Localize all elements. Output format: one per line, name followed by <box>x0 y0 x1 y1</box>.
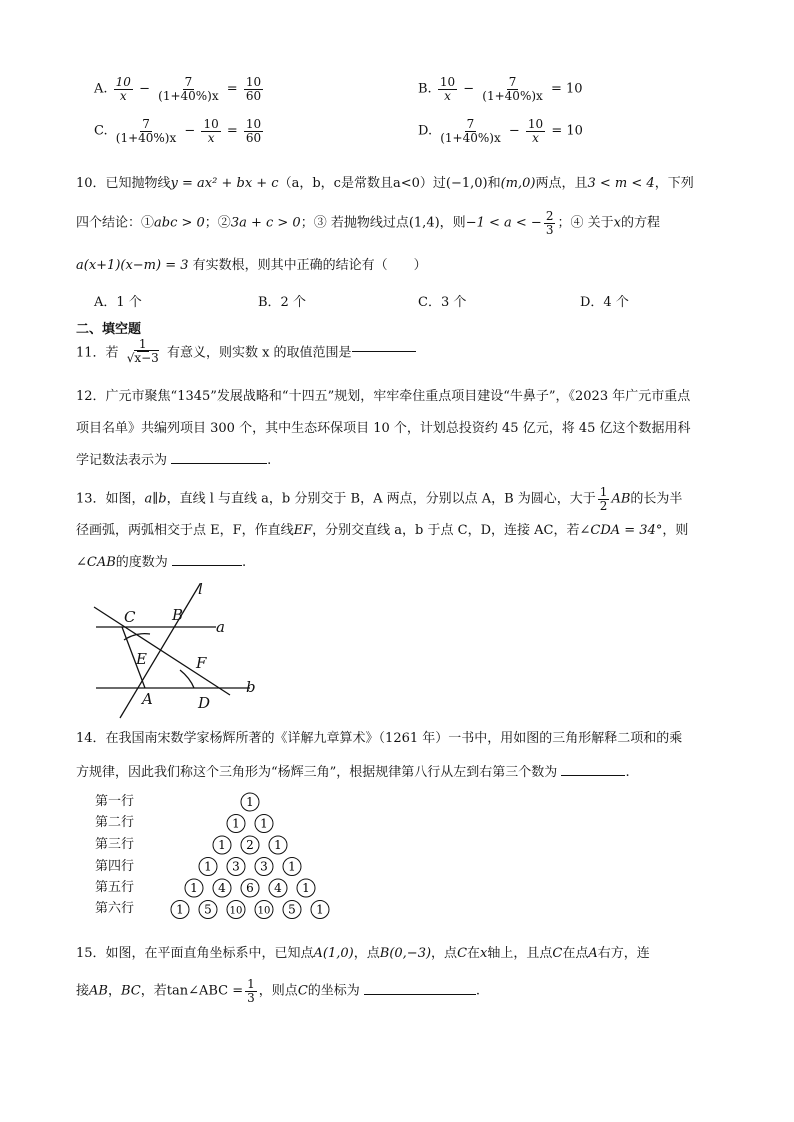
triangle-number: 3 <box>260 859 268 874</box>
triangle-cell <box>227 815 245 833</box>
label-b-line: b <box>246 678 256 696</box>
label-a: a <box>216 618 225 636</box>
fraction: $\frac{10}{x}$ <box>203 117 219 145</box>
q9-option-c: C. $\frac{7}{(1+40\%)x}$ − $\frac{10}{x}$ = $\frac{10}{60}$ <box>94 117 262 145</box>
triangle-cell <box>269 836 287 854</box>
q13-figure <box>90 578 270 723</box>
row-label-2: 第二行 <box>95 815 135 830</box>
triangle-number: 5 <box>288 902 296 917</box>
q15-line1: 15．如图，在平面直角坐标系中，已知点A(1,0)，点B(0,−3)，点C在x轴上，且点C在点A右方，连 <box>76 946 650 961</box>
answer-blank[interactable] <box>171 463 267 464</box>
triangle-cell <box>241 879 259 897</box>
triangle-number: 10 <box>229 905 243 917</box>
label-b: B <box>172 606 184 624</box>
triangle-cell <box>283 858 301 876</box>
fraction: $\frac{7}{(1+40\%)x}$ <box>482 75 543 103</box>
label-e: E <box>136 650 147 668</box>
line-l <box>120 584 200 718</box>
fraction: $\frac{1}{3}$ <box>247 977 255 1005</box>
triangle-number: 1 <box>246 795 254 809</box>
fraction: $\frac{10}{x}$ <box>439 75 456 103</box>
triangle-cell <box>255 901 273 919</box>
triangle-cell <box>199 858 217 876</box>
triangle-cell <box>255 815 273 833</box>
triangle-number: 1 <box>288 859 296 874</box>
triangle-number: 1 <box>302 881 310 895</box>
triangle-cell <box>311 901 329 919</box>
answer-blank[interactable] <box>561 775 625 776</box>
arc-e <box>124 634 150 640</box>
q11: 11．若 $\frac{1}{√x-3}$ 有意义，则实数 x 的取值范围是 <box>76 338 416 364</box>
q9-option-d: D. $\frac{7}{(1+40\%)x}$ − $\frac{10}{x}$ = 10 <box>418 117 583 145</box>
q10-line3: a(x+1)(x−m) = 3 有实数根，则其中正确的结论有（ ） <box>76 258 427 273</box>
fraction: $\frac{7}{(1+40\%)x}$ <box>158 75 219 103</box>
q12-line3: 学记数法表示为 . <box>76 453 272 468</box>
triangle-number: 4 <box>274 881 282 895</box>
triangle-number: 3 <box>232 859 240 874</box>
answer-blank[interactable] <box>172 565 242 566</box>
triangle-number: 1 <box>232 816 240 831</box>
fraction: $\frac{7}{(1+40\%)x}$ <box>115 117 177 145</box>
triangle-cell <box>213 836 231 854</box>
q10-option-c: C．3 个 <box>418 295 467 310</box>
fraction: $\frac{1}{2}$ <box>599 485 608 513</box>
row-label-5: 第五行 <box>95 880 135 895</box>
q10-line1: 10．已知抛物线y = ax² + bx + c（a，b，c是常数且a<0）过(−1,0)和(m,0)两点，且3 < m < 4，下列 <box>76 176 694 191</box>
fraction: $\frac{10}{x}$ <box>115 75 131 103</box>
fraction: $\frac{10}{x}$ <box>527 117 544 145</box>
q12-line1: 12．广元市聚焦“1345”发展战略和“十四五”规划，牢牢牵住重点项目建设“牛鼻子”，《2023 年广元市重点 <box>76 389 691 404</box>
triangle-cell <box>283 901 301 919</box>
row-label-3: 第三行 <box>95 837 135 852</box>
label-c: C <box>124 608 136 626</box>
triangle-number: 1 <box>260 816 268 831</box>
label-d: D <box>198 694 211 712</box>
triangle-cell <box>241 836 259 854</box>
fraction: $\frac{1}{√x-3}$ <box>126 337 159 365</box>
fraction: $\frac{10}{60}$ <box>245 75 262 103</box>
arc-f <box>180 670 194 688</box>
line-ef <box>94 607 230 695</box>
q13-line1: 13．如图，a∥b，直线 l 与直线 a，b 分别交于 B，A 两点，分别以点 A，B 为圆心，大于 $\frac{1}{2}$ AB的长为半 <box>76 485 683 513</box>
triangle-cell <box>185 879 203 897</box>
fraction: $\frac{2}{3}$ <box>545 209 554 237</box>
triangle-number: 1 <box>218 838 226 852</box>
triangle-number: 2 <box>246 838 254 852</box>
triangle-cell <box>171 901 189 919</box>
q9-option-b: B. $\frac{10}{x}$ − $\frac{7}{(1+40\%)x}$ = 10 <box>418 75 583 103</box>
triangle-number: 10 <box>257 905 271 917</box>
triangle-cell <box>241 793 259 811</box>
q14-line2: 方规律，因此我们称这个三角形为“杨辉三角”，根据规律第八行从左到右第三个数为 . <box>76 765 630 780</box>
fraction: $\frac{10}{60}$ <box>245 117 262 145</box>
label-f: F <box>196 654 207 672</box>
triangle-number: 1 <box>190 881 198 895</box>
answer-blank[interactable] <box>364 994 476 995</box>
triangle-number: 6 <box>246 881 254 895</box>
yang-hui-triangle <box>170 790 330 925</box>
row-label-1: 第一行 <box>95 794 135 809</box>
triangle-cell <box>269 879 287 897</box>
triangle-cell <box>227 858 245 876</box>
triangle-cell <box>255 858 273 876</box>
section-title: 二、填空题 <box>76 322 142 337</box>
fraction: $\frac{7}{(1+40\%)x}$ <box>440 117 501 145</box>
triangle-number: 5 <box>204 902 212 917</box>
triangle-number: 4 <box>218 881 226 895</box>
triangle-cell <box>297 879 315 897</box>
q13-line2: 径画弧，两弧相交于点 E，F，作直线EF，分别交直线 a，b 于点 C，D，连接 AC，若∠CDA = 34°，则 <box>76 523 689 538</box>
triangle-number: 1 <box>316 902 324 917</box>
label-l: l <box>198 580 203 598</box>
triangle-cell <box>199 901 217 919</box>
q9-option-a: A. $\frac{10}{x}$ − $\frac{7}{(1+40\%)x}$ = $\frac{10}{60}$ <box>94 75 262 103</box>
label-a-point: A <box>142 690 153 708</box>
q14-line1: 14．在我国南宋数学家杨辉所著的《详解九章算术》（1261 年）一书中，用如图的三角形解释二项和的乘 <box>76 731 683 746</box>
triangle-cell <box>213 879 231 897</box>
q13-line3: ∠CAB的度数为 . <box>76 555 247 570</box>
triangle-number: 1 <box>274 838 282 852</box>
row-label-4: 第四行 <box>95 859 135 874</box>
q10-option-b: B．2 个 <box>258 295 306 310</box>
q12-line2: 项目名单》共编列项目 300 个，其中生态环保项目 10 个，计划总投资约 45 亿元，将 45 亿这个数据用科 <box>76 421 691 436</box>
answer-blank[interactable] <box>352 351 416 352</box>
q10-option-a: A．1 个 <box>94 295 142 310</box>
q15-line2: 接AB，BC，若tan∠ABC = $\frac{1}{3}$ ，则点C的坐标为 . <box>76 977 481 1005</box>
triangle-cell <box>227 901 245 919</box>
q10-line2: 四个结论：①abc > 0；②3a + c > 0；③ 若抛物线过点(1,4)，则−1 < a < − $\frac{2}{3}$ ；④ 关于x的方程 <box>76 209 660 237</box>
row-label-6: 第六行 <box>95 901 135 916</box>
q10-option-d: D．4 个 <box>580 295 629 310</box>
triangle-number: 1 <box>176 902 184 917</box>
triangle-number: 1 <box>204 859 212 874</box>
